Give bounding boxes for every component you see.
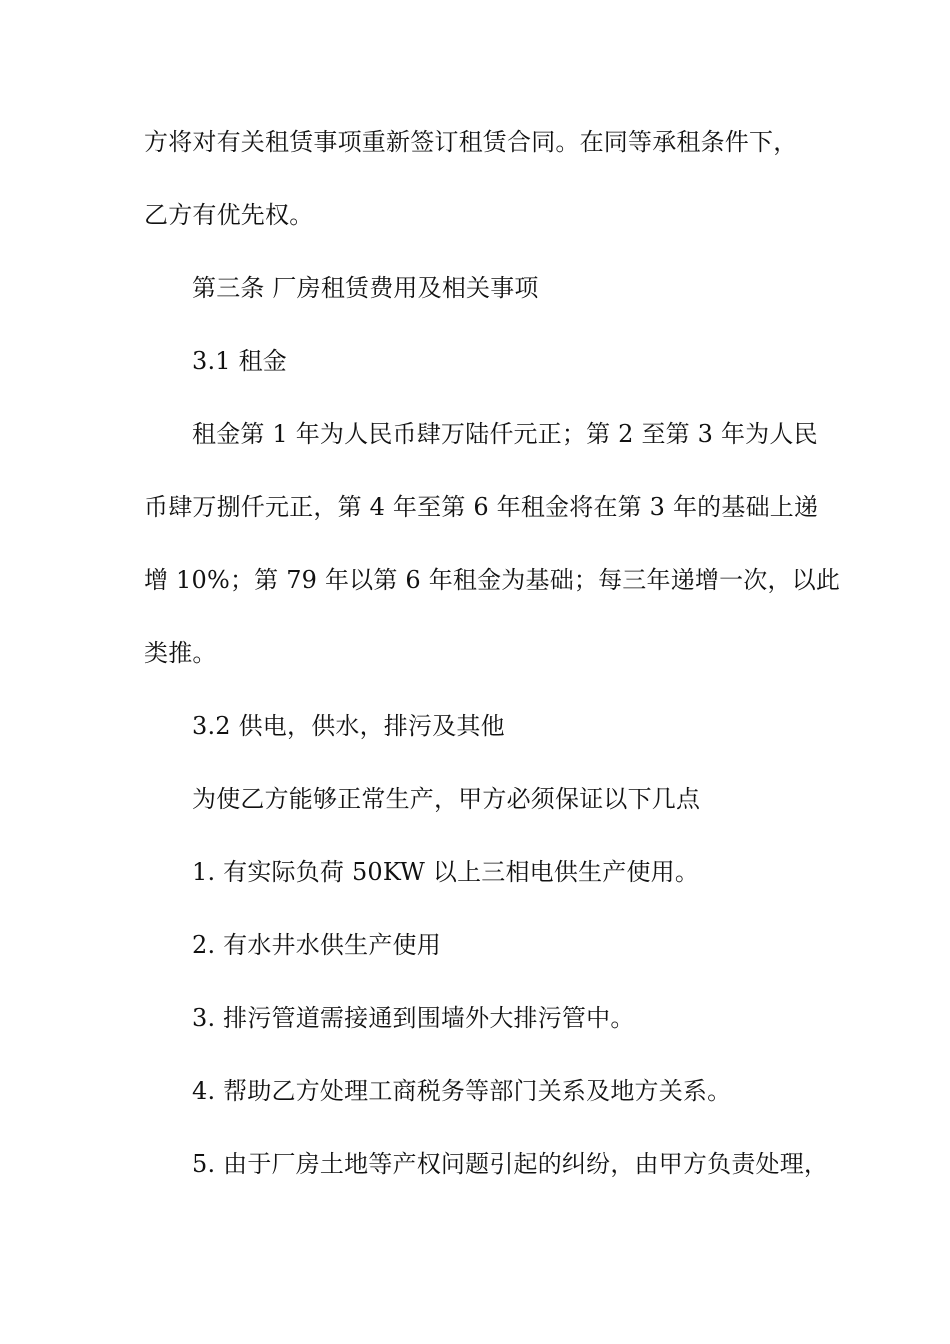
text-line: 增 10%；第 79 年以第 6 年租金为基础；每三年递增一次，以此 bbox=[144, 566, 841, 594]
list-item: 1. 有实际负荷 50KW 以上三相电供生产使用。 bbox=[192, 858, 700, 886]
text-line: 方将对有关租赁事项重新签订租赁合同。在同等承租条件下， bbox=[144, 128, 798, 156]
list-item: 3. 排污管道需接通到围墙外大排污管中。 bbox=[192, 1004, 635, 1032]
subsection-heading: 3.1 租金 bbox=[192, 347, 287, 375]
text-line: 为使乙方能够正常生产，甲方必须保证以下几点 bbox=[192, 785, 701, 813]
text-line: 租金第 1 年为人民币肆万陆仟元正；第 2 至第 3 年为人民 bbox=[192, 420, 818, 448]
list-item: 4. 帮助乙方处理工商税务等部门关系及地方关系。 bbox=[192, 1077, 732, 1105]
text-line: 乙方有优先权。 bbox=[144, 201, 314, 229]
document-body bbox=[144, 128, 841, 1225]
list-item: 2. 有水井水供生产使用 bbox=[192, 931, 441, 959]
text-line: 类推。 bbox=[144, 639, 217, 667]
section-heading: 第三条 厂房租赁费用及相关事项 bbox=[192, 274, 539, 302]
list-item: 5. 由于厂房土地等产权问题引起的纠纷，由甲方负责处理， bbox=[192, 1150, 829, 1178]
subsection-heading: 3.2 供电，供水，排污及其他 bbox=[192, 712, 505, 740]
text-line: 币肆万捌仟元正，第 4 年至第 6 年租金将在第 3 年的基础上递 bbox=[144, 493, 819, 521]
